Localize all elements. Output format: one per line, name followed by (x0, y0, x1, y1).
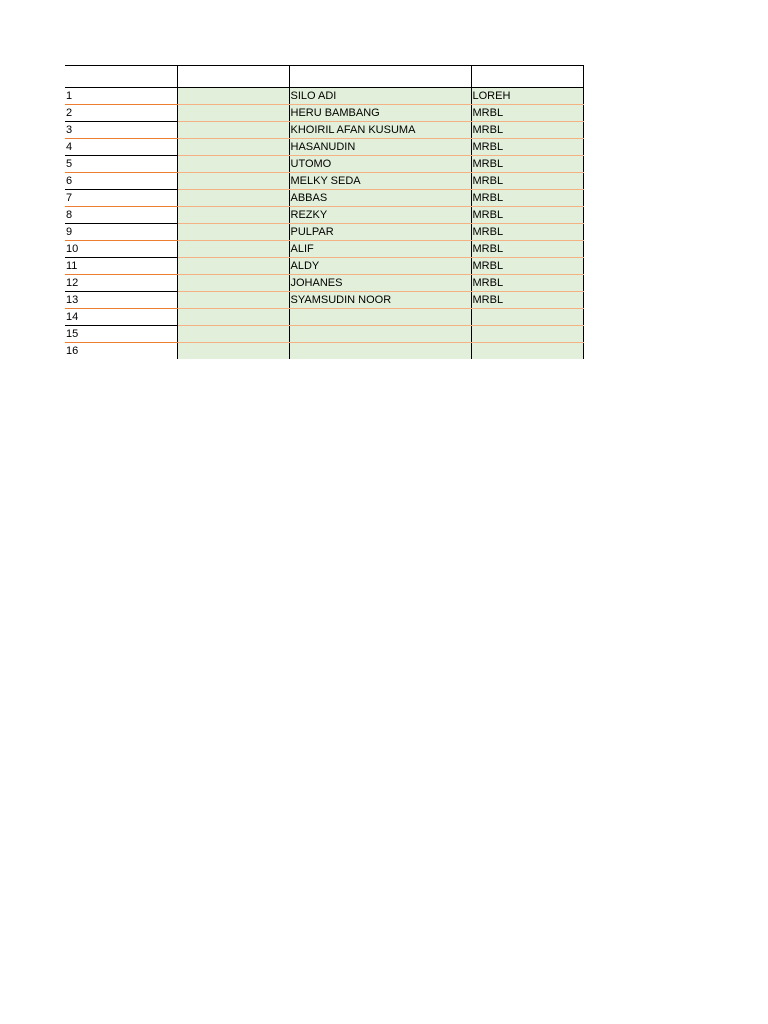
empty-cell[interactable] (177, 88, 289, 105)
table-row (65, 207, 583, 224)
name-cell[interactable]: REZKY (289, 207, 471, 224)
table-row (65, 275, 583, 292)
table-row (65, 105, 583, 122)
unit-cell[interactable]: MRBL (471, 156, 583, 173)
unit-cell[interactable]: MRBL (471, 241, 583, 258)
empty-cell[interactable] (177, 326, 289, 343)
name-cell[interactable]: JOHANES (289, 275, 471, 292)
spreadsheet-table (65, 65, 584, 359)
empty-cell[interactable] (177, 241, 289, 258)
table-row (65, 343, 583, 360)
row-number-cell[interactable]: 8 (65, 207, 177, 224)
unit-cell[interactable]: MRBL (471, 105, 583, 122)
unit-cell[interactable]: MRBL (471, 207, 583, 224)
unit-cell[interactable]: MRBL (471, 258, 583, 275)
name-cell[interactable]: SILO ADI (289, 88, 471, 105)
name-cell[interactable]: MELKY SEDA (289, 173, 471, 190)
name-cell[interactable]: PULPAR (289, 224, 471, 241)
row-number-cell[interactable]: 16 (65, 343, 177, 360)
table-row (65, 292, 583, 309)
unit-cell[interactable] (471, 343, 583, 360)
name-cell[interactable] (289, 309, 471, 326)
empty-cell[interactable] (177, 309, 289, 326)
table-row (65, 224, 583, 241)
header-cell-2[interactable] (177, 66, 289, 88)
row-number-cell[interactable]: 6 (65, 173, 177, 190)
name-cell[interactable]: HASANUDIN (289, 139, 471, 156)
empty-cell[interactable] (177, 105, 289, 122)
unit-cell[interactable]: LOREH (471, 88, 583, 105)
unit-cell[interactable]: MRBL (471, 292, 583, 309)
empty-cell[interactable] (177, 139, 289, 156)
unit-cell[interactable]: MRBL (471, 275, 583, 292)
unit-cell[interactable]: MRBL (471, 122, 583, 139)
empty-cell[interactable] (177, 292, 289, 309)
unit-cell[interactable] (471, 326, 583, 343)
table-row (65, 309, 583, 326)
empty-cell[interactable] (177, 156, 289, 173)
row-number-cell[interactable]: 13 (65, 292, 177, 309)
row-number-cell[interactable]: 9 (65, 224, 177, 241)
name-cell[interactable]: ALDY (289, 258, 471, 275)
name-cell[interactable] (289, 326, 471, 343)
row-number-cell[interactable]: 12 (65, 275, 177, 292)
header-cell-name[interactable] (289, 66, 471, 88)
row-number-cell[interactable]: 3 (65, 122, 177, 139)
table-row (65, 88, 583, 105)
header-row (65, 66, 583, 88)
name-cell[interactable]: ABBAS (289, 190, 471, 207)
name-cell[interactable]: ALIF (289, 241, 471, 258)
row-number-cell[interactable]: 10 (65, 241, 177, 258)
unit-cell[interactable]: MRBL (471, 190, 583, 207)
table-row (65, 122, 583, 139)
row-number-cell[interactable]: 7 (65, 190, 177, 207)
row-number-cell[interactable]: 15 (65, 326, 177, 343)
empty-cell[interactable] (177, 275, 289, 292)
name-cell[interactable]: UTOMO (289, 156, 471, 173)
empty-cell[interactable] (177, 343, 289, 360)
table-row (65, 326, 583, 343)
name-cell[interactable]: HERU BAMBANG (289, 105, 471, 122)
row-number-cell[interactable]: 5 (65, 156, 177, 173)
table-row (65, 173, 583, 190)
empty-cell[interactable] (177, 207, 289, 224)
empty-cell[interactable] (177, 173, 289, 190)
row-number-cell[interactable]: 4 (65, 139, 177, 156)
empty-cell[interactable] (177, 190, 289, 207)
table-row (65, 190, 583, 207)
unit-cell[interactable]: MRBL (471, 173, 583, 190)
table-body (65, 88, 583, 360)
row-number-cell[interactable]: 11 (65, 258, 177, 275)
header-cell-no[interactable] (65, 66, 177, 88)
table-row (65, 258, 583, 275)
empty-cell[interactable] (177, 224, 289, 241)
empty-cell[interactable] (177, 258, 289, 275)
unit-cell[interactable]: MRBL (471, 224, 583, 241)
row-number-cell[interactable]: 14 (65, 309, 177, 326)
table-row (65, 139, 583, 156)
row-number-cell[interactable]: 2 (65, 105, 177, 122)
row-number-cell[interactable]: 1 (65, 88, 177, 105)
unit-cell[interactable]: MRBL (471, 139, 583, 156)
header-cell-unit[interactable] (471, 66, 583, 88)
name-cell[interactable] (289, 343, 471, 360)
empty-cell[interactable] (177, 122, 289, 139)
name-cell[interactable]: SYAMSUDIN NOOR (289, 292, 471, 309)
name-cell[interactable]: KHOIRIL AFAN KUSUMA (289, 122, 471, 139)
table-row (65, 156, 583, 173)
table-header (65, 66, 583, 88)
table-row (65, 241, 583, 258)
unit-cell[interactable] (471, 309, 583, 326)
